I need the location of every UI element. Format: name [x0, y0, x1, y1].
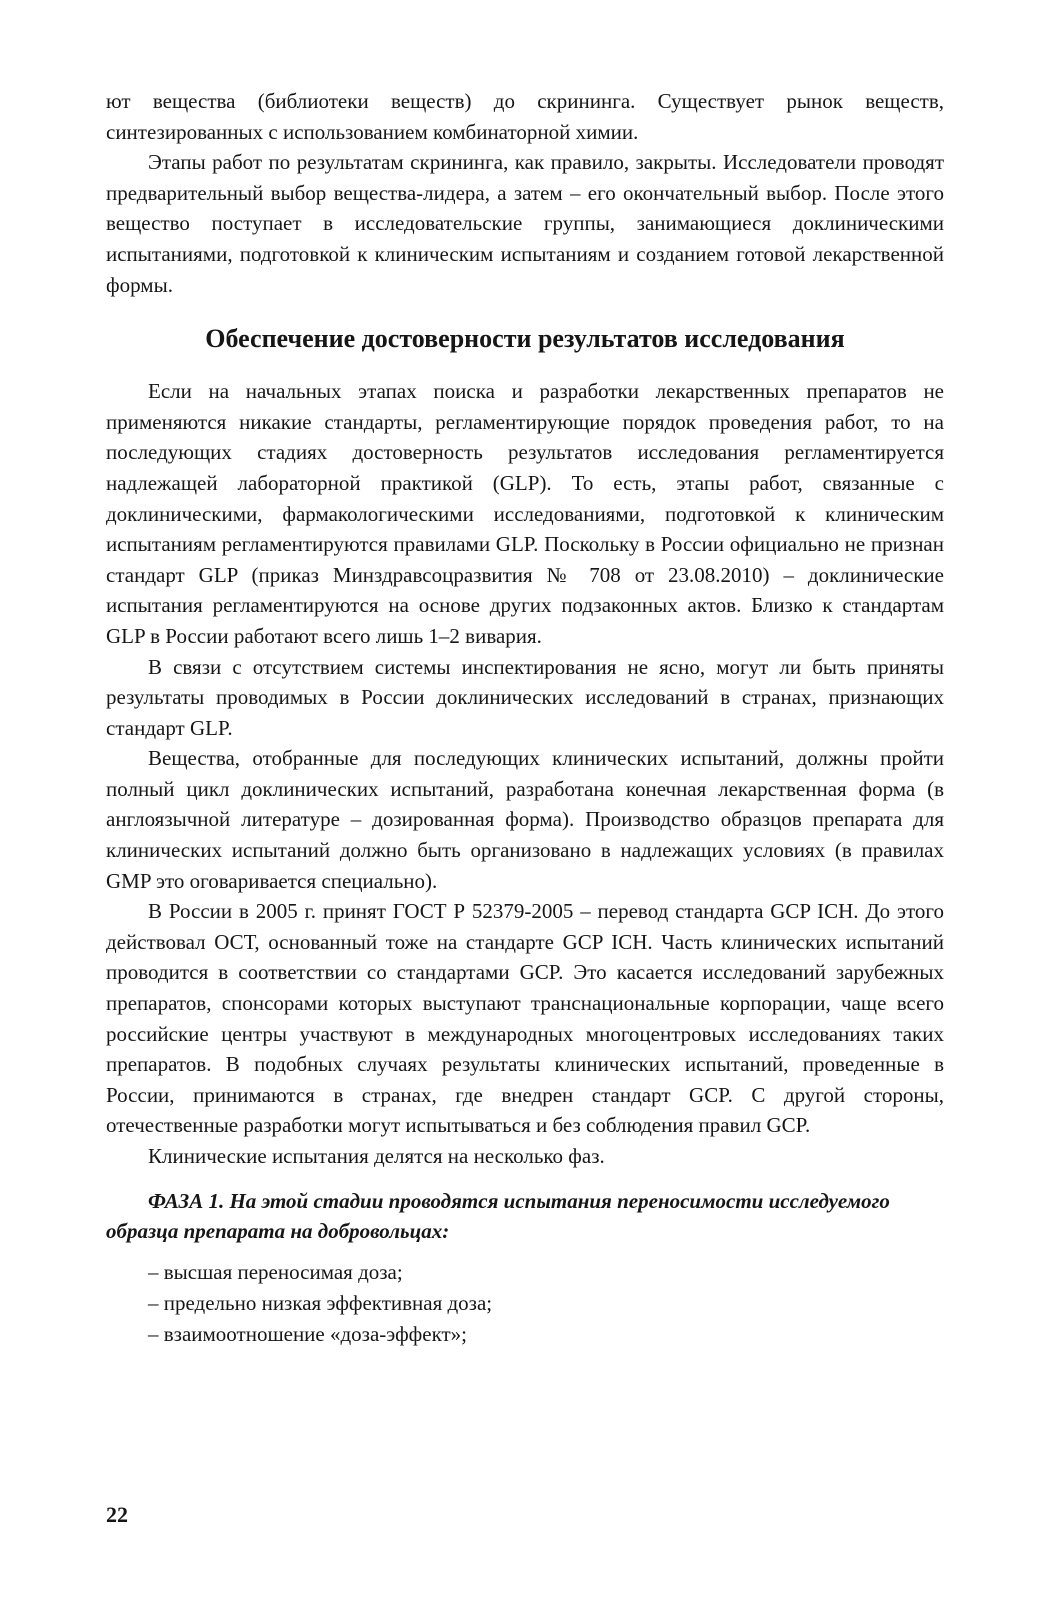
text-column [106, 86, 944, 1350]
paragraph-continuation: ют вещества (библиотеки веществ) до скрининга. Существует рынок веществ, синтезированных с использованием комбинаторной химии. [106, 89, 944, 144]
phase-heading: ФАЗА 1. На этой стадии проводятся испытания переносимости исследуемого образца препарата на добровольцах: [106, 1188, 890, 1244]
paragraph: Если на начальных этапах поиска и разработки лекарственных препаратов не применяются никакие стандарты, регламентирующие порядок проведения работ, то на последующих стадиях достоверность результатов исследования регламентируется надлежащей лабораторной практикой (GLP). То есть, этапы работ, связанные с доклиническими, фармакологическими исследованиями, подготовкой к клиническим испытаниям регламентируются правилами GLP. Поскольку в России официально не признан стандарт GLP (приказ Минздравсоцразвития № 708 от 23.08.2010) – доклинические испытания регламентируются на основе других подзаконных актов. Близко к стандартам GLP в России работают всего лишь 1–2 вивария. [106, 379, 944, 648]
list-item: – предельно низкая эффективная доза; [148, 1290, 493, 1315]
phase-list [106, 1257, 944, 1350]
page-number: 22 [106, 1502, 128, 1527]
list-item: – высшая переносимая доза; [148, 1259, 403, 1284]
section-heading: Обеспечение достоверности результатов исследования [205, 324, 845, 354]
paragraph: В связи с отсутствием системы инспектирования не ясно, могут ли быть приняты результаты проводимых в России доклинических исследований в странах, признающих стандарт GLP. [106, 654, 944, 740]
paragraph: Этапы работ по результатам скрининга, как правило, закрыты. Исследователи проводят предварительный выбор вещества-лидера, а затем – его окончательный выбор. После этого вещество поступает в исследовательские группы, занимающиеся доклиническими испытаниями, подготовкой к клиническим испытаниям и созданием готовой лекарственной формы. [106, 150, 944, 297]
paragraph: В России в 2005 г. принят ГОСТ Р 52379-2005 – перевод стандарта GCP ICH. До этого действовал ОСТ, основанный тоже на стандарте GCP ICH. Часть клинических испытаний проводится в соответствии со стандартами GCP. Это касается исследований зарубежных препаратов, спонсорами которых выступают транснациональные корпорации, чаще всего российские центры участвуют в международных многоцентровых исследованиях таких препаратов. В подобных случаях результаты клинических испытаний, проведенные в России, принимаются в странах, где внедрен стандарт GCP. С другой стороны, отечественные разработки могут испытываться и без соблюдения правил GCP. [106, 899, 944, 1138]
list-item: – взаимоотношение «доза-эффект»; [148, 1321, 468, 1346]
paragraph: Вещества, отобранные для последующих клинических испытаний, должны пройти полный цикл доклинических испытаний, разработана конечная лекарственная форма (в англоязычной литературе – дозированная форма). Производство образцов препарата для клинических испытаний должно быть организовано в надлежащих условиях (в правилах GMP это оговаривается специально). [106, 746, 944, 893]
paragraph: Клинические испытания делятся на несколько фаз. [148, 1144, 605, 1168]
